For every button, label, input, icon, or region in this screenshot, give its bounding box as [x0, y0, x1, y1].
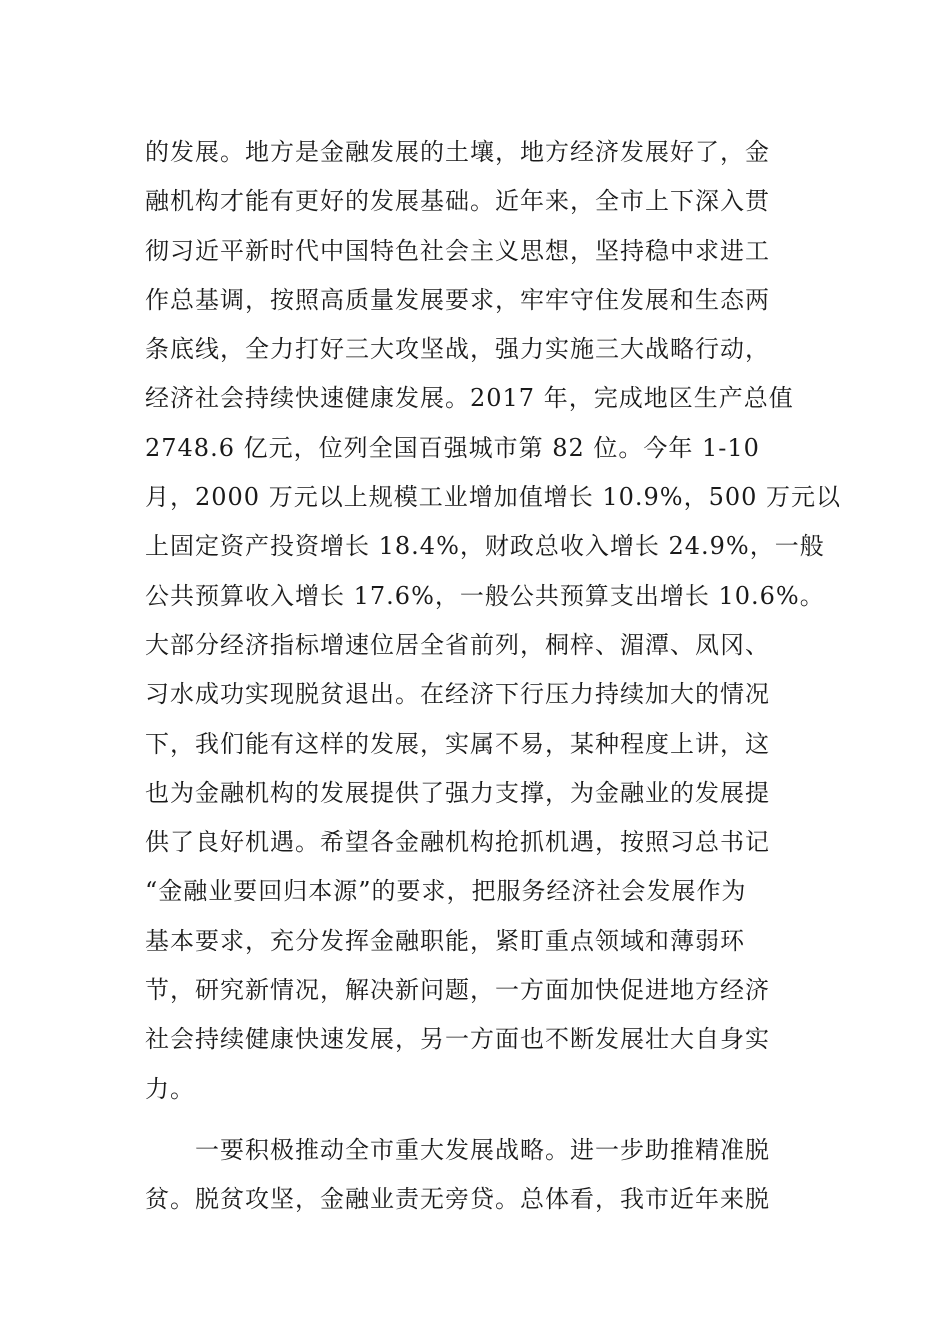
- text-line: 大部分经济指标增速位居全省前列，桐梓、湄潭、凤冈、: [145, 630, 770, 659]
- text-line: 经济社会持续快速健康发展。2017 年，完成地区生产总值: [145, 384, 794, 413]
- text-line: 习水成功实现脱贫退出。在经济下行压力持续加大的情况: [145, 680, 770, 709]
- text-line: 的发展。地方是金融发展的土壤，地方经济发展好了，金: [145, 138, 770, 166]
- text-line: 作总基调，按照高质量发展要求，牢牢守住发展和生态两: [145, 285, 770, 314]
- text-line: “金融业要回归本源”的要求，把服务经济社会发展作为: [145, 877, 747, 906]
- text-line: 基本要求，充分发挥金融职能，紧盯重点领域和薄弱环: [145, 926, 745, 955]
- text-line: 下，我们能有这样的发展，实属不易，某种程度上讲，这: [145, 729, 770, 758]
- text-line: 彻习近平新时代中国特色社会主义思想，坚持稳中求进工: [145, 236, 770, 265]
- paragraph-gap: [145, 1114, 815, 1126]
- text-line: 上固定资产投资增长 18.4%，财政总收入增长 24.9%，一般: [145, 532, 825, 561]
- text-line: 社会持续健康快速发展，另一方面也不断发展壮大自身实: [145, 1025, 770, 1054]
- text-line: 节，研究新情况，解决新问题，一方面加快促进地方经济: [145, 976, 770, 1005]
- text-line: 供了良好机遇。希望各金融机构抢抓机遇，按照习总书记: [145, 828, 770, 857]
- text-line: 2748.6 亿元，位列全国百强城市第 82 位。今年 1-10: [145, 433, 760, 462]
- text-line: 贫。脱贫攻坚，金融业责无旁贷。总体看，我市近年来脱: [145, 1185, 770, 1214]
- text-line: 融机构才能有更好的发展基础。近年来，全市上下深入贯: [145, 187, 770, 216]
- text-line: 月，2000 万元以上规模工业增加值增长 10.9%，500 万元以: [145, 483, 842, 512]
- text-line: 一要积极推动全市重大发展战略。进一步助推精准脱: [145, 1135, 770, 1164]
- text-line: 力。: [145, 1074, 195, 1103]
- text-line: 条底线，全力打好三大攻坚战，强力实施三大战略行动，: [145, 335, 770, 364]
- text-line: 公共预算收入增长 17.6%，一般公共预算支出增长 10.6%。: [145, 581, 825, 610]
- body-text: [145, 128, 842, 1225]
- text-line: 也为金融机构的发展提供了强力支撑，为金融业的发展提: [145, 778, 770, 807]
